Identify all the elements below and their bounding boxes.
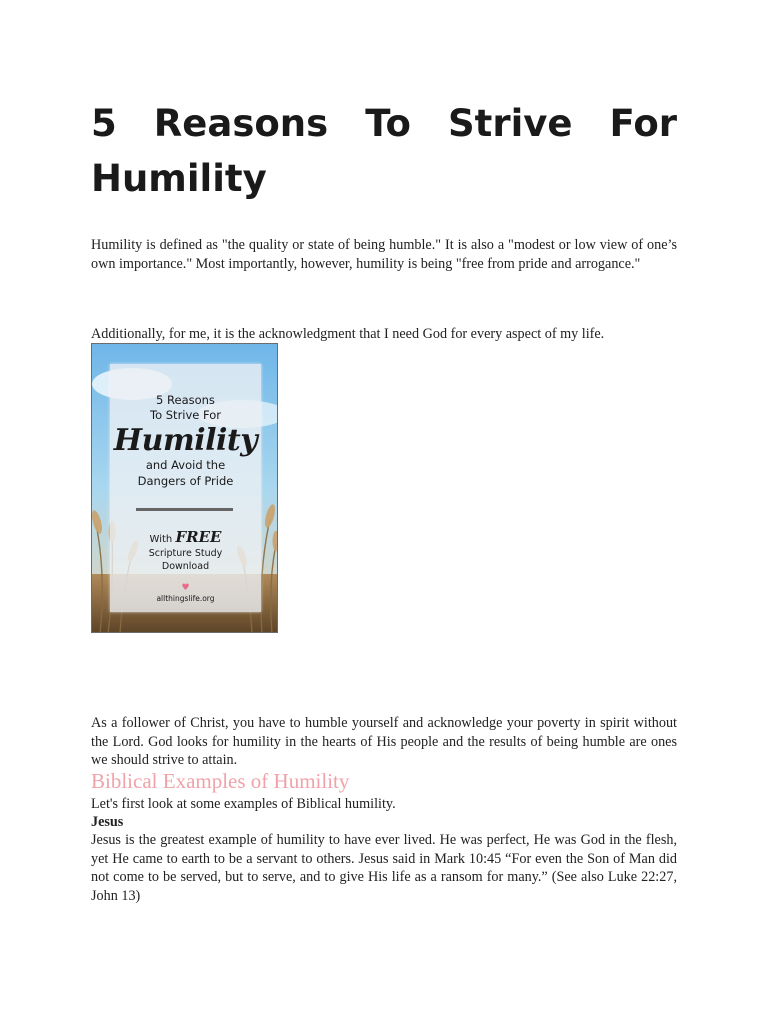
- cover-website: allthingslife.org: [156, 594, 215, 603]
- cover-image: [91, 343, 278, 633]
- additionally-paragraph: Additionally, for me, it is the acknowledgment that I need God for every aspect of my life.: [91, 326, 605, 342]
- page-title: [91, 96, 677, 206]
- jesus-subheading: Jesus: [91, 814, 124, 830]
- cover-subtitle: and Avoid the Dangers of Pride: [137, 458, 234, 488]
- cover-heading: 5 Reasons To Strive For: [150, 393, 221, 422]
- definition-paragraph: Humility is defined as "the quality or state of being humble." It is also a "modest or low view of one’s own importance." Most importantly, however, humility is being "free from pride and arrogance.": [91, 237, 677, 272]
- cover-free-offer: With FREE: [149, 528, 222, 546]
- jesus-paragraph: Jesus is the greatest example of humility to have ever lived. He was perfect, He was God in the flesh, yet He came to earth to be a servant to others. Jesus said in Mark 10:45 “For even the Son of Man did not come to be served, but to serve, and to give His life as a ransom for many.” (See also Luke 22:27, John 13): [91, 832, 677, 904]
- section-heading: Biblical Examples of Humility: [91, 769, 350, 793]
- cover-divider: [136, 508, 233, 511]
- first-look-paragraph: Let's first look at some examples of Biblical humility.: [91, 796, 396, 812]
- cover-title-humility: Humility: [113, 423, 258, 458]
- follower-paragraph: As a follower of Christ, you have to humble yourself and acknowledge your poverty in spirit without the Lord. God looks for humility in the hearts of His people and the results of being humble are ones we should strive to attain.: [91, 715, 677, 769]
- heart-icon: ♥: [181, 583, 190, 593]
- cover-study-download: Scripture Study Download: [148, 548, 223, 572]
- title-line-2: Humility: [91, 157, 267, 200]
- title-line-1: 5 Reasons To Strive For: [91, 102, 677, 145]
